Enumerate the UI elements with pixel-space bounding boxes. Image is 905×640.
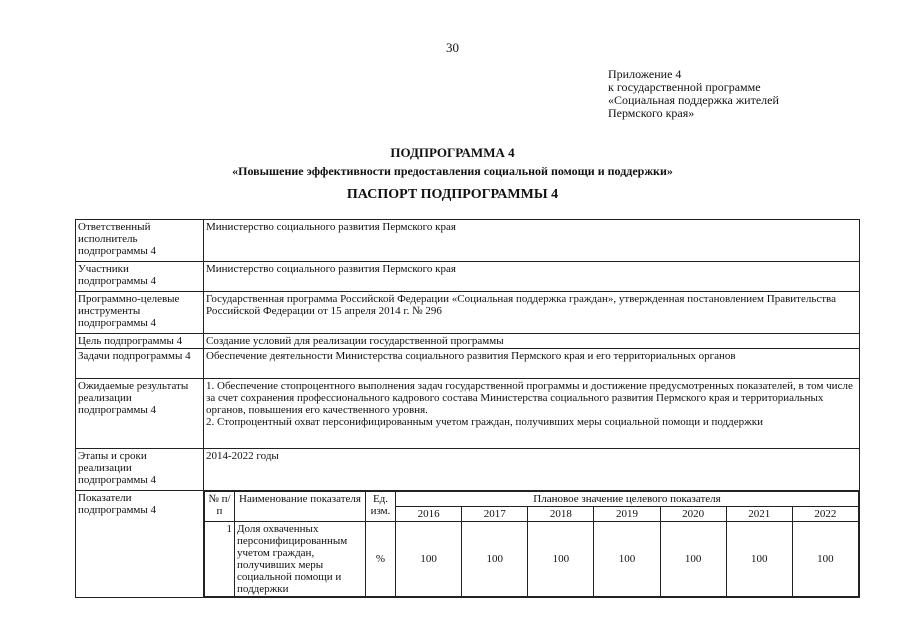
row-value: 2014-2022 годы: [204, 449, 860, 491]
year-header: 2016: [396, 507, 462, 522]
row-label: Участники подпрограммы 4: [76, 262, 204, 292]
col-plan-header: Плановое значение целевого показателя: [396, 492, 859, 507]
page-number: 30: [446, 40, 459, 55]
indicator-unit: %: [366, 522, 396, 597]
row-label: Программно-целевые инструменты подпрограммы 4: [76, 292, 204, 334]
row-label: Этапы и сроки реализации подпрограммы 4: [76, 449, 204, 491]
row-label: Задачи подпрограммы 4: [76, 349, 204, 379]
indicator-row: [205, 522, 859, 597]
year-header: 2021: [726, 507, 792, 522]
passport-table: [75, 219, 860, 598]
row-value: Обеспечение деятельности Министерства социального развития Пермского края и его территориальных органов: [204, 349, 860, 379]
indicator-value: 100: [594, 522, 660, 597]
col-unit-header: Ед. изм.: [366, 492, 396, 522]
table-row: [76, 349, 860, 379]
row-value: Создание условий для реализации государственной программы: [204, 334, 860, 349]
indicator-number: 1: [205, 522, 235, 597]
table-row: [76, 379, 860, 449]
indicator-value: 100: [660, 522, 726, 597]
indicators-header-row: [205, 492, 859, 507]
table-row: [76, 491, 860, 598]
row-value: 1. Обеспечение стопроцентного выполнения задач государственной программы и достижение предусмотренных показателей, в том числе за счет сохранения профессионального кадрового состава Министерства социального развития Пермского края и территориальных органов, повышения его качественного уровня. 2. Стопроцентный охват персонифицированным учетом граждан, получивших меры социальной помощи и поддержки: [204, 379, 860, 449]
appendix-line: «Социальная поддержка жителей: [608, 93, 779, 107]
indicator-value: 100: [462, 522, 528, 597]
row-value: Министерство социального развития Пермского края: [204, 220, 860, 262]
appendix-note: [608, 68, 779, 120]
table-row: [76, 334, 860, 349]
table-row: [76, 292, 860, 334]
year-header: 2019: [594, 507, 660, 522]
passport-title: ПАСПОРТ ПОДПРОГРАММЫ 4: [346, 187, 559, 202]
row-label: Ожидаемые результаты реализации подпрограммы 4: [76, 379, 204, 449]
row-label: Цель подпрограммы 4: [76, 334, 204, 349]
indicator-name: Доля охваченных персонифицированным учетом граждан, получивших меры социальной помощи и поддержки: [235, 522, 366, 597]
indicator-value: 100: [396, 522, 462, 597]
row-label: Показатели подпрограммы 4: [76, 491, 204, 598]
subprogram-subtitle: «Повышение эффективности предоставления социальной помощи и поддержки»: [232, 164, 673, 178]
indicators-table: [204, 491, 859, 597]
row-value: Министерство социального развития Пермского края: [204, 262, 860, 292]
subprogram-title: ПОДПРОГРАММА 4: [390, 145, 515, 160]
appendix-line: Приложение 4: [608, 67, 682, 81]
year-header: 2020: [660, 507, 726, 522]
year-header: 2018: [528, 507, 594, 522]
indicator-value: 100: [792, 522, 858, 597]
indicator-value: 100: [528, 522, 594, 597]
appendix-line: к государственной программе: [608, 80, 761, 94]
indicator-value: 100: [726, 522, 792, 597]
table-row: [76, 262, 860, 292]
col-number-header: № п/п: [205, 492, 235, 522]
year-header: 2017: [462, 507, 528, 522]
appendix-line: Пермского края»: [608, 106, 695, 120]
table-row: [76, 449, 860, 491]
indicators-cell: [204, 491, 860, 598]
col-name-header: Наименование показателя: [235, 492, 366, 522]
table-row: [76, 220, 860, 262]
row-label: Ответственный исполнитель подпрограммы 4: [76, 220, 204, 262]
year-header: 2022: [792, 507, 858, 522]
row-value: Государственная программа Российской Федерации «Социальная поддержка граждан», утвержденная постановлением Правительства Российской Федерации от 15 апреля 2014 г. № 296: [204, 292, 860, 334]
